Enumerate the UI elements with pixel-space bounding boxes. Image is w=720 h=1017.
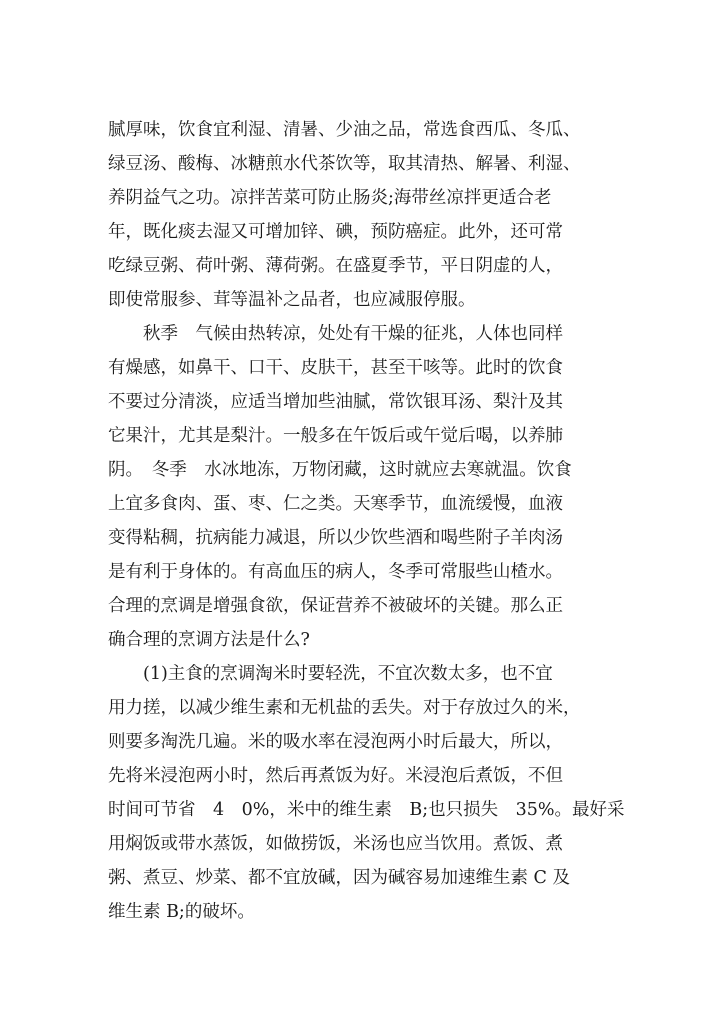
text-line: 用焖饭或带水蒸饭，如做捞饭，米汤也应当饮用。煮饭、煮 <box>108 834 563 854</box>
text-line: 腻厚味，饮食宜利湿、清暑、少油之品，常选食西瓜、冬瓜、 <box>108 120 581 140</box>
text-line: 上宜多食肉、蛋、枣、仁之类。天寒季节，血流缓慢，血液 <box>108 494 563 514</box>
text-line: 先将米浸泡两小时，然后再煮饭为好。米浸泡后煮饭，不但 <box>108 766 563 786</box>
text-line: 维生素 B;的破坏。 <box>108 902 255 922</box>
text-line: 确合理的烹调方法是什么? <box>108 630 310 650</box>
text-line: 合理的烹调是增强食欲，保证营养不被破坏的关键。那么正 <box>108 596 563 616</box>
text-line: 即使常服参、茸等温补之品者，也应减服停服。 <box>108 290 476 310</box>
text-line: 绿豆汤、酸梅、冰糖煎水代茶饮等，取其清热、解暑、利湿、 <box>108 154 581 174</box>
text-line: 它果汁，尤其是梨汁。一般多在午饭后或午觉后喝，以养肺 <box>108 426 563 446</box>
text-line: 时间可节省 4 0%，米中的维生素 B;也只损失 35%。最好采 <box>108 800 625 820</box>
text-line: 变得粘稠，抗病能力减退，所以少饮些酒和喝些附子羊肉汤 <box>108 528 563 548</box>
text-line: 养阴益气之功。凉拌苦菜可防止肠炎;海带丝凉拌更适合老 <box>108 188 552 208</box>
text-line: 用力搓，以减少维生素和无机盐的丢失。对于存放过久的米， <box>108 698 581 718</box>
text-line: 有燥感，如鼻干、口干、皮肤干，甚至干咳等。此时的饮食 <box>108 358 563 378</box>
text-line: (1)主食的烹调淘米时要轻洗，不宜次数太多，也不宜 <box>108 664 553 684</box>
text-line: 年，既化痰去湿又可增加锌、碘，预防癌症。此外，还可常 <box>108 222 563 242</box>
text-line: 吃绿豆粥、荷叶粥、薄荷粥。在盛夏季节，平日阴虚的人， <box>108 256 563 276</box>
text-line: 是有利于身体的。有高血压的病人，冬季可常服些山楂水。 <box>108 562 563 582</box>
text-line: 秋季 气候由热转凉，处处有干燥的征兆，人体也同样 <box>108 324 563 344</box>
text-line: 则要多淘洗几遍。米的吸水率在浸泡两小时后最大，所以， <box>108 732 563 752</box>
text-line: 阴。 冬季 水冰地冻，万物闭藏，这时就应去寒就温。饮食 <box>108 460 572 480</box>
text-line: 粥、煮豆、炒菜、都不宜放碱，因为碱容易加速维生素 C 及 <box>108 868 571 888</box>
text-line: 不要过分清淡，应适当增加些油腻，常饮银耳汤、梨汁及其 <box>108 392 563 412</box>
